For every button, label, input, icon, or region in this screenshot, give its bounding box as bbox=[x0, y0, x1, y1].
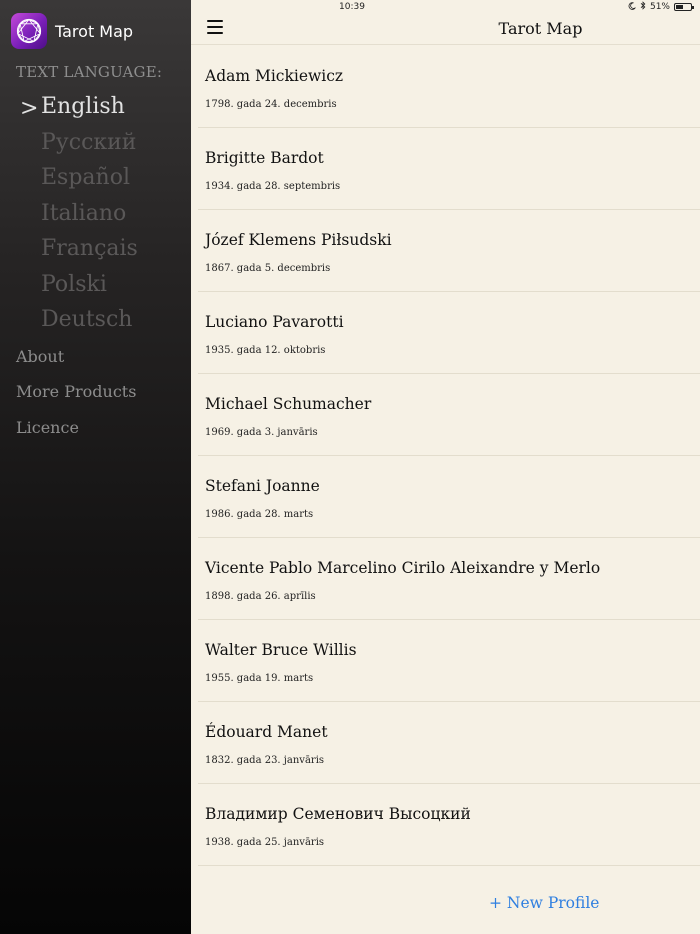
profile-birth-date: 1934. gada 28. septembris bbox=[205, 181, 341, 192]
profile-name: Brigitte Bardot bbox=[205, 149, 324, 167]
app-header bbox=[11, 13, 133, 49]
profile-birth-date: 1969. gada 3. janvāris bbox=[205, 427, 318, 438]
navigation-bar bbox=[191, 14, 700, 45]
profile-row[interactable] bbox=[198, 702, 700, 784]
profile-name: Józef Klemens Piłsudski bbox=[205, 231, 392, 249]
profile-name: Владимир Семенович Высоцкий bbox=[205, 805, 471, 823]
profile-row[interactable] bbox=[198, 210, 700, 292]
profile-birth-date: 1867. gada 5. decembris bbox=[205, 263, 331, 274]
profile-row[interactable] bbox=[198, 784, 700, 866]
profile-name: Vicente Pablo Marcelino Cirilo Aleixandre y Merlo bbox=[205, 559, 601, 577]
profile-row[interactable] bbox=[198, 128, 700, 210]
language-option-italian[interactable]: Italiano bbox=[41, 201, 127, 226]
profile-birth-date: 1832. gada 23. janvāris bbox=[205, 755, 325, 766]
language-option-polish[interactable]: Polski bbox=[41, 272, 107, 297]
profile-name: Adam Mickiewicz bbox=[205, 67, 344, 85]
profile-birth-date: 1898. gada 26. aprīlis bbox=[205, 591, 316, 602]
language-option-russian[interactable]: Русский bbox=[41, 130, 137, 155]
licence-link[interactable]: Licence bbox=[16, 418, 79, 437]
language-heading: TEXT LANGUAGE: bbox=[16, 63, 163, 81]
page-title-text: Tarot Map bbox=[498, 19, 583, 38]
profile-name: Stefani Joanne bbox=[205, 477, 320, 495]
profile-birth-date: 1986. gada 28. marts bbox=[205, 509, 314, 520]
heptagram-star-icon bbox=[11, 13, 47, 49]
battery-icon bbox=[674, 3, 692, 11]
profile-list bbox=[198, 46, 700, 866]
profile-row[interactable] bbox=[198, 620, 700, 702]
profile-row[interactable] bbox=[198, 456, 700, 538]
status-indicators bbox=[628, 1, 692, 13]
profile-name: Michael Schumacher bbox=[205, 395, 372, 413]
page-title bbox=[191, 19, 700, 38]
app-title: Tarot Map bbox=[55, 21, 134, 41]
profile-row[interactable] bbox=[198, 46, 700, 128]
battery-level-fill bbox=[676, 5, 683, 9]
profile-birth-date: 1935. gada 12. oktobris bbox=[205, 345, 326, 356]
more-products-link[interactable]: More Products bbox=[16, 382, 137, 401]
main-panel bbox=[191, 0, 700, 934]
profile-name: Walter Bruce Willis bbox=[205, 641, 357, 659]
moon-icon bbox=[628, 2, 636, 13]
profile-name: Édouard Manet bbox=[205, 723, 328, 741]
language-option-german[interactable]: Deutsch bbox=[41, 307, 133, 332]
new-profile-button[interactable]: + New Profile bbox=[489, 894, 600, 912]
status-bar bbox=[191, 0, 700, 14]
about-link[interactable]: About bbox=[16, 347, 65, 366]
active-language-marker: > bbox=[20, 96, 39, 121]
language-option-french[interactable]: Français bbox=[41, 236, 138, 261]
language-option-english[interactable]: English bbox=[41, 94, 125, 119]
profile-row[interactable] bbox=[198, 292, 700, 374]
profile-row[interactable] bbox=[198, 538, 700, 620]
battery-percent: 51% bbox=[649, 2, 670, 12]
sidebar bbox=[0, 0, 191, 934]
status-time: 10:39 bbox=[339, 2, 365, 12]
profile-name: Luciano Pavarotti bbox=[205, 313, 344, 331]
bluetooth-icon bbox=[640, 1, 646, 13]
profile-birth-date: 1938. gada 25. janvāris bbox=[205, 837, 325, 848]
language-option-spanish[interactable]: Español bbox=[41, 165, 130, 190]
profile-birth-date: 1798. gada 24. decembris bbox=[205, 99, 337, 110]
profile-birth-date: 1955. gada 19. marts bbox=[205, 673, 314, 684]
profile-row[interactable] bbox=[198, 374, 700, 456]
